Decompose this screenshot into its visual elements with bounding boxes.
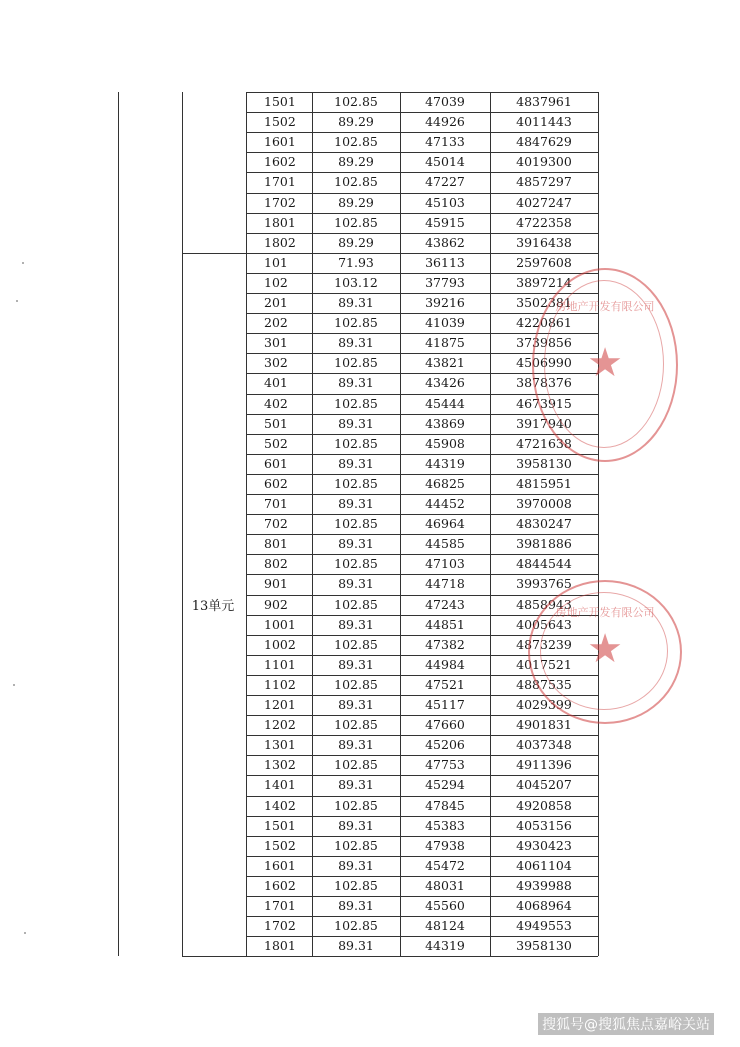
area-cell: 103.12	[334, 274, 378, 290]
unit-price-cell: 47039	[425, 94, 465, 109]
room-cell: 802	[264, 556, 288, 572]
area-cell: 89.31	[338, 898, 374, 913]
unit-price-cell: 47753	[425, 757, 465, 773]
area-cell: 89.31	[338, 697, 374, 712]
room-cell: 1401	[264, 777, 296, 793]
room-cell: 1702	[264, 918, 296, 934]
unit-price-cell: 47382	[425, 636, 465, 652]
area-cell: 102.85	[334, 797, 378, 813]
area-cell: 89.31	[338, 536, 374, 552]
area-cell: 102.85	[334, 717, 378, 733]
room-cell: 801	[264, 536, 288, 552]
unit-price-cell: 39216	[425, 295, 465, 310]
room-cell: 1502	[264, 114, 296, 130]
seal-lettering-top: 房地产开发有限公司	[555, 300, 655, 313]
area-cell: 102.85	[334, 837, 378, 853]
unit-price-cell: 47103	[425, 556, 465, 572]
room-cell: 602	[264, 475, 288, 491]
total-price-cell: 4830247	[516, 516, 572, 532]
unit-price-cell: 48031	[425, 877, 465, 893]
room-cell: 201	[264, 295, 288, 310]
unit-price-cell: 45206	[425, 737, 465, 753]
unit-price-cell: 41875	[425, 335, 465, 351]
unit-price-cell: 47227	[425, 174, 465, 190]
area-cell: 89.31	[338, 938, 374, 954]
unit-price-cell: 45444	[425, 395, 465, 411]
unit-price-cell: 44452	[425, 496, 465, 511]
total-price-cell: 4920858	[516, 797, 572, 813]
total-price-cell: 4721638	[516, 435, 572, 451]
total-price-cell: 4005643	[516, 616, 572, 632]
unit-price-cell: 48124	[425, 918, 465, 934]
seal-lettering-bottom: 房地产开发有限公司	[555, 606, 655, 619]
room-cell: 1402	[264, 797, 296, 813]
area-cell: 71.93	[338, 254, 374, 270]
room-cell: 1602	[264, 154, 296, 170]
total-price-cell: 3981886	[516, 536, 572, 552]
room-cell: 402	[264, 395, 288, 411]
area-cell: 102.85	[334, 174, 378, 190]
room-cell: 401	[264, 375, 288, 391]
row-divider	[182, 956, 598, 957]
room-cell: 1201	[264, 697, 296, 712]
unit-price-cell: 37793	[425, 274, 465, 290]
scan-speck	[16, 300, 18, 302]
area-cell: 102.85	[334, 315, 378, 331]
total-price-cell: 3916438	[516, 234, 572, 250]
area-cell: 89.31	[338, 777, 374, 793]
area-cell: 102.85	[334, 757, 378, 773]
total-price-cell: 4930423	[516, 837, 572, 853]
room-cell: 701	[264, 496, 288, 511]
unit-price-cell: 43869	[425, 415, 465, 431]
area-cell: 89.31	[338, 375, 374, 391]
total-price-cell: 4858943	[516, 596, 572, 612]
total-price-cell: 4068964	[516, 898, 572, 913]
area-cell: 102.85	[334, 475, 378, 491]
total-price-cell: 4027247	[516, 194, 572, 210]
total-price-cell: 4911396	[516, 757, 572, 773]
area-cell: 102.85	[334, 134, 378, 150]
room-cell: 1801	[264, 938, 296, 954]
company-seal-bottom: ★ 房地产开发有限公司	[528, 580, 682, 724]
unit-price-cell: 43821	[425, 355, 465, 371]
table-border-building	[182, 92, 183, 956]
total-price-cell: 4815951	[516, 475, 572, 491]
area-cell: 89.31	[338, 817, 374, 833]
area-cell: 89.31	[338, 737, 374, 753]
unit-price-cell: 47133	[425, 134, 465, 150]
area-cell: 89.31	[338, 335, 374, 351]
unit-price-cell: 36113	[425, 254, 465, 270]
room-cell: 101	[264, 254, 288, 270]
room-cell: 702	[264, 516, 288, 532]
unit-price-cell: 47243	[425, 596, 465, 612]
unit-price-cell: 45915	[425, 214, 465, 230]
area-cell: 102.85	[334, 596, 378, 612]
total-price-cell: 4844544	[516, 556, 572, 572]
company-seal-top: ★ 房地产开发有限公司	[532, 268, 678, 462]
area-cell: 102.85	[334, 355, 378, 371]
unit-price-cell: 45294	[425, 777, 465, 793]
unit-price-cell: 44926	[425, 114, 465, 130]
total-price-cell: 3917940	[516, 415, 572, 431]
area-cell: 89.31	[338, 415, 374, 431]
unit-price-cell: 41039	[425, 315, 465, 331]
area-cell: 102.85	[334, 636, 378, 652]
room-cell: 301	[264, 335, 288, 351]
room-cell: 1002	[264, 636, 296, 652]
room-cell: 1502	[264, 837, 296, 853]
total-price-cell: 4506990	[516, 355, 572, 371]
unit-price-cell: 45103	[425, 194, 465, 210]
room-cell: 1601	[264, 857, 296, 873]
unit-price-cell: 44585	[425, 536, 465, 552]
unit-price-cell: 47521	[425, 676, 465, 692]
total-price-cell: 3897214	[516, 274, 572, 290]
total-price-cell: 3993765	[516, 576, 572, 592]
unit-price-cell: 45560	[425, 898, 465, 913]
table-border-left	[118, 92, 119, 956]
room-cell: 1001	[264, 616, 296, 632]
room-cell: 902	[264, 596, 288, 612]
total-price-cell: 4220861	[516, 315, 572, 331]
unit-price-cell: 47938	[425, 837, 465, 853]
room-cell: 1501	[264, 817, 296, 833]
total-price-cell: 2597608	[516, 254, 572, 270]
room-cell: 1602	[264, 877, 296, 893]
unit-price-cell: 44851	[425, 616, 465, 632]
room-cell: 901	[264, 576, 288, 592]
room-cell: 102	[264, 274, 288, 290]
total-price-cell: 4019300	[516, 154, 572, 170]
total-price-cell: 4837961	[516, 94, 572, 109]
area-cell: 102.85	[334, 676, 378, 692]
area-cell: 102.85	[334, 395, 378, 411]
room-cell: 302	[264, 355, 288, 371]
unit-label: 13单元	[191, 598, 235, 614]
area-cell: 89.31	[338, 857, 374, 873]
area-cell: 89.31	[338, 295, 374, 310]
unit-price-cell: 45383	[425, 817, 465, 833]
area-cell: 102.85	[334, 556, 378, 572]
total-price-cell: 4011443	[516, 114, 572, 130]
area-cell: 102.85	[334, 214, 378, 230]
total-price-cell: 4061104	[516, 857, 572, 873]
room-cell: 1801	[264, 214, 296, 230]
total-price-cell: 4722358	[516, 214, 572, 230]
column-divider	[598, 92, 599, 956]
room-cell: 1702	[264, 194, 296, 210]
unit-price-cell: 45908	[425, 435, 465, 451]
total-price-cell: 4673915	[516, 395, 572, 411]
total-price-cell: 3739856	[516, 335, 572, 351]
watermark: 搜狐号@搜狐焦点嘉峪关站	[538, 1013, 714, 1035]
total-price-cell: 3502381	[516, 295, 572, 310]
unit-price-cell: 44984	[425, 656, 465, 672]
unit-price-cell: 46825	[425, 475, 465, 491]
unit-price-cell: 45117	[425, 697, 465, 712]
room-cell: 501	[264, 415, 288, 431]
total-price-cell: 4847629	[516, 134, 572, 150]
unit-price-cell: 44319	[425, 455, 465, 471]
unit-price-cell: 45472	[425, 857, 465, 873]
area-cell: 102.85	[334, 918, 378, 934]
room-cell: 1202	[264, 717, 296, 733]
unit-price-cell: 43862	[425, 234, 465, 250]
total-price-cell: 4045207	[516, 777, 572, 793]
total-price-cell: 4949553	[516, 918, 572, 934]
unit-price-cell: 45014	[425, 154, 465, 170]
area-cell: 89.31	[338, 455, 374, 471]
area-cell: 89.29	[338, 114, 374, 130]
total-price-cell: 4053156	[516, 817, 572, 833]
total-price-cell: 3878376	[516, 375, 572, 391]
area-cell: 89.29	[338, 154, 374, 170]
total-price-cell: 4873239	[516, 636, 572, 652]
room-cell: 1102	[264, 676, 296, 692]
scan-speck	[13, 684, 15, 686]
area-cell: 89.31	[338, 576, 374, 592]
area-cell: 89.29	[338, 194, 374, 210]
total-price-cell: 4939988	[516, 877, 572, 893]
total-price-cell: 4037348	[516, 737, 572, 753]
room-cell: 601	[264, 455, 288, 471]
total-price-cell: 3970008	[516, 496, 572, 511]
room-cell: 1601	[264, 134, 296, 150]
room-cell: 1101	[264, 656, 296, 672]
area-cell: 89.29	[338, 234, 374, 250]
total-price-cell: 3958130	[516, 455, 572, 471]
unit-price-cell: 47660	[425, 717, 465, 733]
unit-price-cell: 43426	[425, 375, 465, 391]
total-price-cell: 3958130	[516, 938, 572, 954]
room-cell: 1501	[264, 94, 296, 109]
area-cell: 102.85	[334, 516, 378, 532]
total-price-cell: 4857297	[516, 174, 572, 190]
room-cell: 1802	[264, 234, 296, 250]
unit-price-cell: 44319	[425, 938, 465, 954]
unit-price-cell: 47845	[425, 797, 465, 813]
area-cell: 102.85	[334, 94, 378, 109]
room-cell: 1302	[264, 757, 296, 773]
room-cell: 1701	[264, 898, 296, 913]
total-price-cell: 4901831	[516, 717, 572, 733]
area-cell: 89.31	[338, 616, 374, 632]
unit-price-cell: 44718	[425, 576, 465, 592]
area-cell: 102.85	[334, 877, 378, 893]
room-cell: 1301	[264, 737, 296, 753]
scan-speck	[22, 262, 24, 264]
unit-price-cell: 46964	[425, 516, 465, 532]
scan-speck	[24, 932, 26, 934]
area-cell: 89.31	[338, 656, 374, 672]
total-price-cell: 4017521	[516, 656, 572, 672]
area-cell: 89.31	[338, 496, 374, 511]
total-price-cell: 4887535	[516, 676, 572, 692]
room-cell: 202	[264, 315, 288, 331]
total-price-cell: 4029399	[516, 697, 572, 712]
area-cell: 102.85	[334, 435, 378, 451]
room-cell: 1701	[264, 174, 296, 190]
room-cell: 502	[264, 435, 288, 451]
